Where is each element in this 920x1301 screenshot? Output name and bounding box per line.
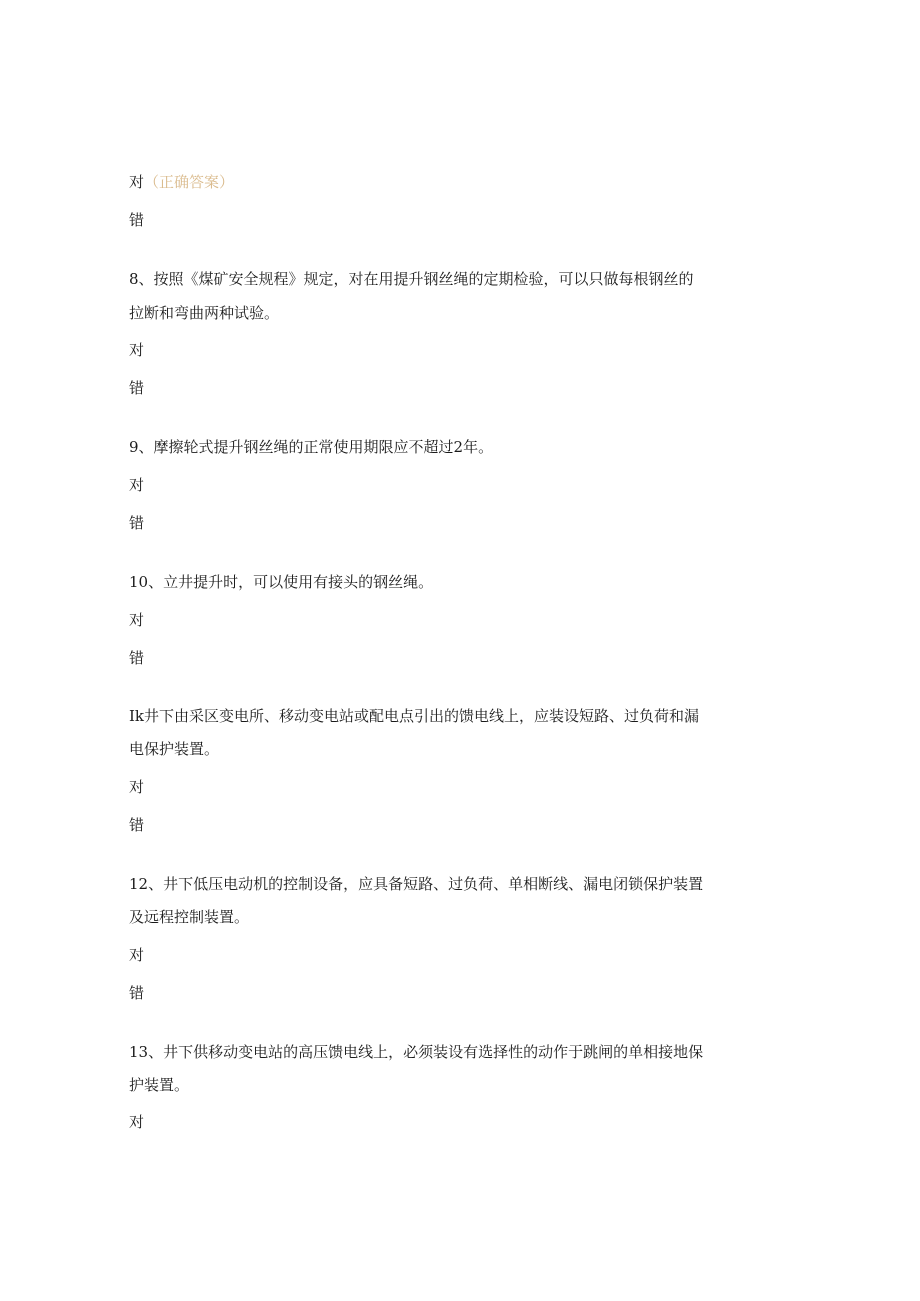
q8-text-line1: 8、按照《煤矿安全规程》规定，对在用提升钢丝绳的定期检验，可以只做每根钢丝的 — [129, 270, 694, 288]
q9-option-true[interactable]: 对 — [129, 476, 145, 494]
correct-answer-mark: （正确答案） — [144, 173, 235, 191]
q8-option-true[interactable]: 对 — [129, 341, 145, 359]
q12-option-true[interactable]: 对 — [129, 946, 145, 964]
q10-text-line1: 10、立井提升时，可以使用有接头的钢丝绳。 — [129, 573, 434, 591]
q13-option-true[interactable]: 对 — [129, 1113, 145, 1131]
q11-text-line2: 电保护装置。 — [129, 740, 220, 758]
q8-option-false[interactable]: 错 — [129, 379, 145, 397]
q7-option-true-label: 对 — [129, 173, 145, 191]
q12-option-false[interactable]: 错 — [129, 984, 145, 1002]
q11-text-line1: Ik井下由采区变电所、移动变电站或配电点引出的馈电线上，应装设短路、过负荷和漏 — [129, 707, 700, 725]
q10-option-false[interactable]: 错 — [129, 649, 145, 667]
q9-text-line1: 9、摩擦轮式提升钢丝绳的正常使用期限应不超过2年。 — [129, 438, 494, 456]
q13-text-line2: 护装置。 — [129, 1076, 190, 1094]
q12-text-line2: 及远程控制装置。 — [129, 908, 250, 926]
q7-option-true[interactable] — [129, 171, 234, 193]
q11-option-false[interactable]: 错 — [129, 816, 145, 834]
q12-text-line1: 12、井下低压电动机的控制设备，应具备短路、过负荷、单相断线、漏电闭锁保护装置 — [129, 875, 704, 893]
q8-text-line2: 拉断和弯曲两种试验。 — [129, 304, 280, 322]
q11-option-true[interactable]: 对 — [129, 778, 145, 796]
q13-text-line1: 13、井下供移动变电站的高压馈电线上，必须装设有选择性的动作于跳闸的单相接地保 — [129, 1043, 704, 1061]
q10-option-true[interactable]: 对 — [129, 611, 145, 629]
q9-option-false[interactable]: 错 — [129, 514, 145, 532]
q7-option-false[interactable]: 错 — [129, 211, 145, 229]
